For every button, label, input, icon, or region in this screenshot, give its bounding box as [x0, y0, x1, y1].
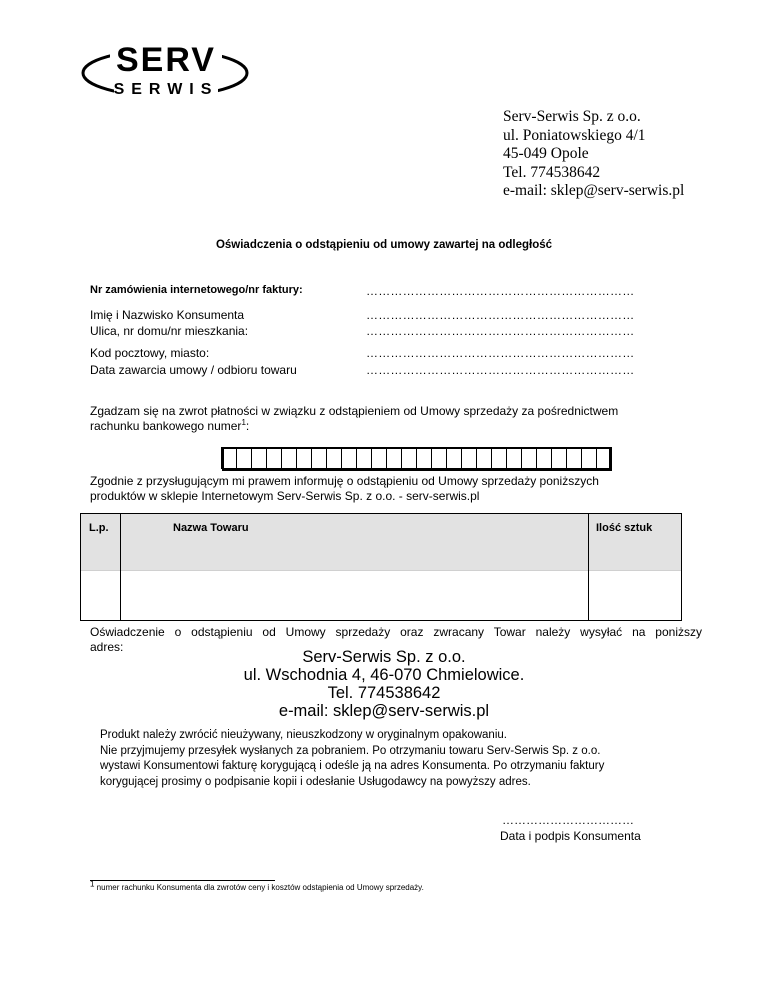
refund-line-1: Zgadzam się na zwrot płatności w związku z odstąpieniem od Umowy sprzedaży za pośrednictwem [90, 404, 619, 418]
bank-digit-box[interactable] [221, 447, 237, 469]
return-notes [100, 728, 700, 790]
signature-field[interactable]: …………………………… [502, 813, 634, 827]
company-email: e-mail: sklep@serv-serwis.pl [503, 182, 685, 199]
serv-serwis-logo [80, 42, 250, 104]
bank-digit-box[interactable] [476, 447, 492, 469]
footnote [90, 879, 424, 892]
product-quantity-cell[interactable] [589, 572, 681, 620]
bank-digit-box[interactable] [356, 447, 372, 469]
return-company: Serv-Serwis Sp. z o.o. [302, 648, 466, 666]
consumer-name-field[interactable]: ………………………………………………………… [366, 308, 635, 322]
return-street: ul. Wschodnia 4, 46-070 Chmielowice. [243, 666, 525, 684]
logo-top-text: SERV [116, 42, 216, 79]
inform-line-2: produktów w sklepie Internetowym Serv-Serwis Sp. z o.o. - serv-serwis.pl [90, 489, 480, 503]
bank-digit-box[interactable] [296, 447, 312, 469]
product-name-cell[interactable] [121, 572, 587, 620]
bank-digit-box[interactable] [461, 447, 477, 469]
footnote-text: numer rachunku Konsumenta dla zwrotów ceny i kosztów odstąpienia od Umowy sprzedaży. [94, 883, 424, 892]
bank-digit-box[interactable] [566, 447, 582, 469]
order-number-label: Nr zamówienia internetowego/nr faktury: [90, 284, 303, 296]
inform-line-1: Zgodnie z przysługującym mi prawem informuję o odstąpieniu od Umowy sprzedaży poniższych [90, 474, 599, 488]
withdrawal-info-text [90, 474, 690, 504]
bank-digit-box[interactable] [431, 447, 447, 469]
bank-digit-box[interactable] [386, 447, 402, 469]
company-city: 45-049 Opole [503, 145, 589, 162]
bank-digit-box[interactable] [446, 447, 462, 469]
product-table [80, 513, 682, 621]
refund-line-2: rachunku bankowego numer$^1$: [90, 418, 250, 433]
bank-digit-box[interactable] [416, 447, 432, 469]
note-line-4: korygującej prosimy o podpisanie kopii i odesłanie Usługodawcy na powyższy adres. [100, 775, 531, 788]
bank-digit-box[interactable] [581, 447, 597, 469]
street-label: Ulica, nr domu/nr mieszkania: [90, 324, 249, 338]
bank-digit-box[interactable] [521, 447, 537, 469]
footnote-separator [90, 880, 275, 881]
bank-account-boxes[interactable] [222, 447, 612, 471]
bank-digit-box[interactable] [491, 447, 507, 469]
bank-digit-box[interactable] [551, 447, 567, 469]
bank-digit-box[interactable] [266, 447, 282, 469]
logo-bottom-text: SERWIS [113, 81, 219, 98]
bank-digit-box[interactable] [506, 447, 522, 469]
street-field[interactable]: ………………………………………………………… [366, 324, 635, 338]
order-number-field[interactable]: ………………………………………………………… [366, 284, 635, 298]
bank-digit-box[interactable] [326, 447, 342, 469]
bank-digit-box[interactable] [401, 447, 417, 469]
footnote-ref: 1 [241, 418, 246, 427]
col-header-product-name: Nazwa Towaru [173, 522, 249, 534]
return-phone: Tel. 774538642 [327, 684, 441, 702]
note-line-2: Nie przyjmujemy przesyłek wysłanych za pobraniem. Po otrzymaniu towaru Serv-Serwis Sp. z o.o. [100, 744, 601, 757]
document-title: Oświadczenia o odstąpieniu od umowy zawartej na odległość [215, 239, 553, 251]
return-address [0, 648, 768, 720]
bank-digit-box[interactable] [236, 447, 252, 469]
bank-digit-box[interactable] [341, 447, 357, 469]
contract-date-label: Data zawarcia umowy / odbioru towaru [90, 363, 297, 377]
bank-digit-box[interactable] [596, 447, 612, 469]
company-name: Serv-Serwis Sp. z o.o. [503, 108, 641, 125]
bank-digit-box[interactable] [371, 447, 387, 469]
bank-digit-box[interactable] [251, 447, 267, 469]
send-line-1: Oświadczenie o odstąpieniu od Umowy sprzedaży oraz zwracany Towar należy wysyłać na poniższy [90, 625, 702, 639]
contract-date-field[interactable]: ………………………………………………………… [366, 363, 635, 377]
col-header-quantity: Ilość sztuk [596, 522, 653, 534]
company-phone: Tel. 774538642 [503, 163, 601, 181]
note-line-3: wystawi Konsumentowi fakturę korygującą i odeśle ją na adres Konsumenta. Po otrzymaniu faktury [100, 760, 605, 772]
send-line-2: adres: [90, 640, 124, 654]
postal-city-label: Kod pocztowy, miasto: [90, 346, 210, 360]
note-line-1: Produkt należy zwrócić nieużywany, nieuszkodzony w oryginalnym opakowaniu. [100, 729, 507, 741]
bank-digit-box[interactable] [311, 447, 327, 469]
col-header-lp: L.p. [89, 522, 109, 534]
consumer-name-label: Imię i Nazwisko Konsumenta [90, 308, 245, 322]
bank-digit-box[interactable] [536, 447, 552, 469]
signature-label: Data i podpis Konsumenta [500, 829, 641, 843]
company-address [503, 108, 684, 201]
return-email: e-mail: sklep@serv-serwis.pl [278, 702, 490, 720]
company-street: ul. Poniatowskiego 4/1 [503, 126, 646, 144]
postal-city-field[interactable]: ………………………………………………………… [366, 346, 635, 360]
refund-consent-text [90, 404, 690, 434]
bank-digit-box[interactable] [281, 447, 297, 469]
footnote-mark: 1 [90, 879, 95, 889]
table-header-row [81, 514, 681, 570]
